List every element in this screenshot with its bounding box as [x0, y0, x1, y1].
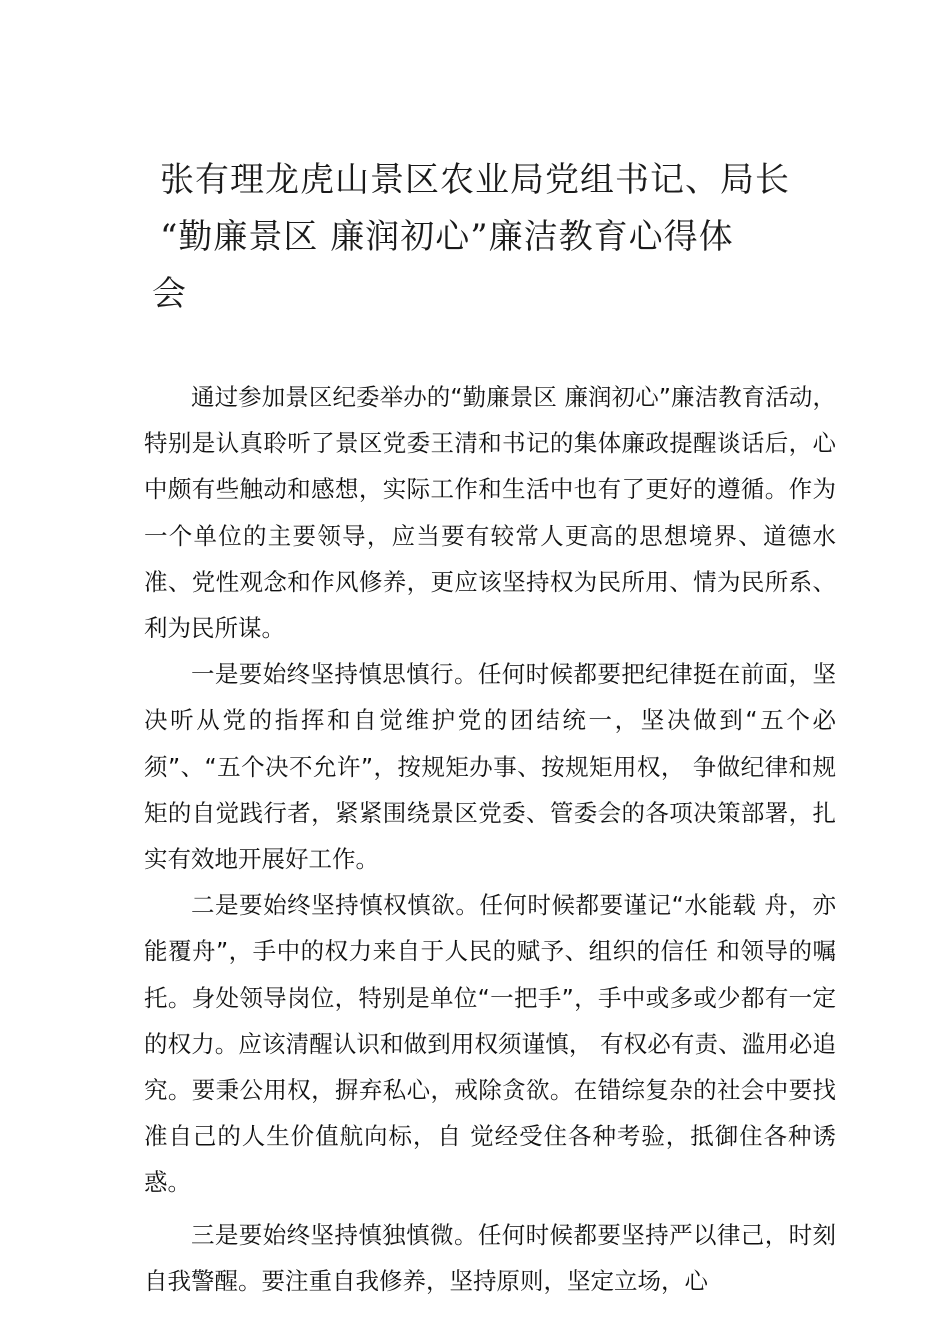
title-line-1: 张有理龙虎山景区农业局党组书记、局长: [160, 160, 790, 200]
paragraph-point-1: 一是要始终坚持慎思慎行。任何时候都要把纪律挺在前面，坚决听从党的指挥和自觉维护党的团结统一，坚决做到“五个必须”、“五个决不允许”，按规矩办事、按规矩用权， 争做纪律和规矩的自觉践行者，紧紧围绕景区党委、管委会的各项决策部署，扎实有效地开展好工作。: [144, 660, 836, 874]
paragraph-intro: 通过参加景区纪委举办的“勤廉景区 廉润初心”廉洁教育活动，特别是认真聆听了景区党委王清和书记的集体廉政提醒谈话后，心中颇有些触动和感想，实际工作和生活中也有了更好的遵循。作为一个单位的主要领导，应当要有较常人更高的思想境界、道德水准、党性观念和作风修养，更应该坚持权为民所用、情为民所系、利为民所谋。: [144, 383, 836, 643]
title-line-2: “勤廉景区 廉润初心”廉洁教育心得体: [160, 217, 734, 257]
document-body: [144, 374, 836, 1304]
paragraph-point-3: 三是要始终坚持慎独慎微。任何时候都要坚持严以律己，时刻自我警醒。要注重自我修养，坚持原则，坚定立场，心: [144, 1220, 836, 1295]
title-line-3: 会: [152, 274, 187, 314]
paragraph-point-2: 二是要始终坚持慎权慎欲。任何时候都要谨记“水能载 舟，亦能覆舟”，手中的权力来自于人民的赋予、组织的信任 和领导的嘱托。身处领导岗位，特别是单位“一把手”，手中或多或少都有一定的权力。应该清醒认识和做到用权须谨慎， 有权必有责、滥用必追究。要秉公用权，摒弃私心，戒除贪欲。在错综复杂的社会中要找准自己的人生价值航向标，自 觉经受住各种考验，抵御住各种诱惑。: [144, 891, 836, 1197]
document-title: [150, 152, 830, 323]
